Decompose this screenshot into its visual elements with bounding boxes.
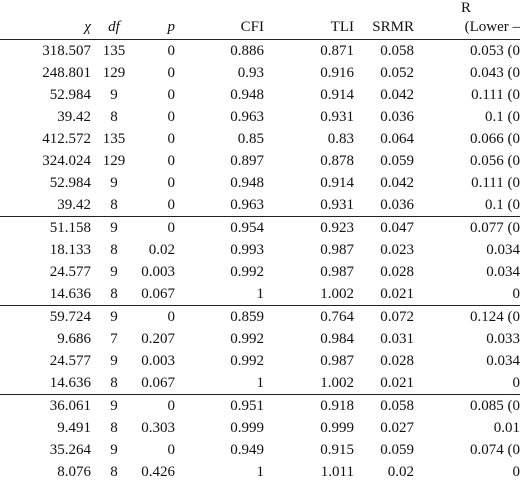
cell-p: 0.303 [137, 417, 175, 439]
table-row [0, 439, 520, 461]
cell-p: 0.207 [137, 328, 175, 350]
cell-tli: 1.002 [264, 372, 354, 395]
cell-tli: 0.923 [264, 217, 354, 240]
table-row [0, 283, 520, 306]
cell-srmr: 0.021 [354, 283, 414, 306]
table-row [0, 84, 520, 106]
cell-df: 135 [91, 40, 137, 63]
cell-tli: 0.987 [264, 261, 354, 283]
cell-tli: 0.764 [264, 306, 354, 329]
cell-df: 129 [91, 150, 137, 172]
cell-chi: 52.984 [0, 172, 91, 194]
cell-tli: 0.916 [264, 62, 354, 84]
cell-tli: 0.931 [264, 194, 354, 217]
cell-tli: 0.987 [264, 239, 354, 261]
cell-tli: 0.915 [264, 439, 354, 461]
cell-cfi: 0.85 [175, 128, 264, 150]
cell-tli: 0.931 [264, 106, 354, 128]
cell-srmr: 0.058 [354, 40, 414, 63]
cell-srmr: 0.059 [354, 439, 414, 461]
cell-rmsea-ci: 0.034 [414, 261, 520, 283]
cell-rmsea-ci: 0.066 (0 [414, 128, 520, 150]
cell-rmsea-ci: 0.111 (0 [414, 84, 520, 106]
cell-df: 9 [91, 395, 137, 418]
cell-srmr: 0.031 [354, 328, 414, 350]
cell-cfi: 0.886 [175, 40, 264, 63]
table-row [0, 40, 520, 63]
table-row [0, 350, 520, 372]
cell-rmsea-ci: 0.056 (0 [414, 150, 520, 172]
cell-cfi: 0.963 [175, 106, 264, 128]
cell-srmr: 0.042 [354, 84, 414, 106]
cell-srmr: 0.058 [354, 395, 414, 418]
fit-statistics-table [0, 15, 520, 483]
cell-df: 9 [91, 84, 137, 106]
cell-chi: 35.264 [0, 439, 91, 461]
cell-cfi: 0.993 [175, 239, 264, 261]
cell-chi: 324.024 [0, 150, 91, 172]
cell-tli: 1.011 [264, 461, 354, 483]
col-header-srmr: SRMR [354, 15, 414, 40]
cell-chi: 412.572 [0, 128, 91, 150]
col-header-rmsea-ci: (Lower – [414, 15, 520, 40]
cell-srmr: 0.042 [354, 172, 414, 194]
col-header-df: df [91, 15, 137, 40]
cell-cfi: 0.949 [175, 439, 264, 461]
cell-p: 0 [137, 172, 175, 194]
table-row [0, 62, 520, 84]
table-row [0, 194, 520, 217]
table-row [0, 372, 520, 395]
table-row [0, 128, 520, 150]
cell-rmsea-ci: 0.085 (0 [414, 395, 520, 418]
table-row [0, 217, 520, 240]
cell-p: 0 [137, 194, 175, 217]
cell-tli: 0.914 [264, 172, 354, 194]
cell-rmsea-ci: 0.077 (0 [414, 217, 520, 240]
cell-rmsea-ci: 0.074 (0 [414, 439, 520, 461]
cell-cfi: 0.992 [175, 261, 264, 283]
cell-df: 7 [91, 328, 137, 350]
cell-srmr: 0.036 [354, 194, 414, 217]
cell-df: 8 [91, 283, 137, 306]
cell-srmr: 0.036 [354, 106, 414, 128]
cell-chi: 51.158 [0, 217, 91, 240]
cell-tli: 1.002 [264, 283, 354, 306]
cell-p: 0.02 [137, 239, 175, 261]
cell-p: 0 [137, 40, 175, 63]
cell-tli: 0.918 [264, 395, 354, 418]
table-row [0, 328, 520, 350]
cell-p: 0 [137, 306, 175, 329]
cell-df: 9 [91, 350, 137, 372]
cell-cfi: 0.948 [175, 84, 264, 106]
cell-cfi: 0.954 [175, 217, 264, 240]
table-row [0, 106, 520, 128]
cell-p: 0 [137, 128, 175, 150]
col-header-tli: TLI [264, 15, 354, 40]
cell-chi: 248.801 [0, 62, 91, 84]
cell-df: 135 [91, 128, 137, 150]
col-header-p: p [137, 15, 175, 40]
cell-srmr: 0.023 [354, 239, 414, 261]
table-body [0, 40, 520, 483]
cell-tli: 0.984 [264, 328, 354, 350]
cell-tli: 0.999 [264, 417, 354, 439]
cell-rmsea-ci: 0.034 [414, 350, 520, 372]
cell-srmr: 0.02 [354, 461, 414, 483]
cell-chi: 14.636 [0, 283, 91, 306]
cell-df: 8 [91, 106, 137, 128]
cell-p: 0 [137, 395, 175, 418]
cell-srmr: 0.064 [354, 128, 414, 150]
cell-tli: 0.878 [264, 150, 354, 172]
cell-p: 0.003 [137, 350, 175, 372]
col-header-cfi: CFI [175, 15, 264, 40]
cell-df: 129 [91, 62, 137, 84]
cell-chi: 18.133 [0, 239, 91, 261]
cell-cfi: 0.999 [175, 417, 264, 439]
cell-df: 8 [91, 194, 137, 217]
cell-chi: 14.636 [0, 372, 91, 395]
cell-cfi: 0.897 [175, 150, 264, 172]
cell-p: 0.003 [137, 261, 175, 283]
table-row [0, 306, 520, 329]
cell-df: 9 [91, 306, 137, 329]
cell-srmr: 0.028 [354, 350, 414, 372]
cell-df: 9 [91, 439, 137, 461]
cell-df: 8 [91, 461, 137, 483]
cell-rmsea-ci: 0 [414, 461, 520, 483]
cell-p: 0 [137, 150, 175, 172]
cell-chi: 9.491 [0, 417, 91, 439]
table-row [0, 395, 520, 418]
cell-rmsea-ci: 0 [414, 372, 520, 395]
cell-p: 0 [137, 106, 175, 128]
table-row [0, 261, 520, 283]
cell-srmr: 0.021 [354, 372, 414, 395]
cell-rmsea-ci: 0.033 [414, 328, 520, 350]
cell-p: 0.067 [137, 372, 175, 395]
cell-chi: 24.577 [0, 350, 91, 372]
cell-rmsea-ci: 0.1 (0 [414, 194, 520, 217]
cell-rmsea-ci: 0.053 (0 [414, 40, 520, 63]
cell-cfi: 0.93 [175, 62, 264, 84]
table-row [0, 239, 520, 261]
cell-srmr: 0.047 [354, 217, 414, 240]
cell-rmsea-ci: 0.111 (0 [414, 172, 520, 194]
cell-p: 0.426 [137, 461, 175, 483]
cell-p: 0 [137, 62, 175, 84]
cell-chi: 8.076 [0, 461, 91, 483]
table-row [0, 172, 520, 194]
table-row [0, 461, 520, 483]
cell-srmr: 0.027 [354, 417, 414, 439]
cell-chi: 59.724 [0, 306, 91, 329]
cell-cfi: 0.859 [175, 306, 264, 329]
cell-chi: 39.42 [0, 194, 91, 217]
cell-chi: 39.42 [0, 106, 91, 128]
cell-df: 8 [91, 372, 137, 395]
cell-chi: 36.061 [0, 395, 91, 418]
cell-srmr: 0.059 [354, 150, 414, 172]
cell-tli: 0.987 [264, 350, 354, 372]
cell-df: 9 [91, 217, 137, 240]
col-header-chi: χ [0, 15, 91, 40]
cell-cfi: 0.992 [175, 328, 264, 350]
rmsea-header-fragment: R [461, 0, 471, 16]
cell-cfi: 0.948 [175, 172, 264, 194]
cell-cfi: 0.963 [175, 194, 264, 217]
cell-chi: 318.507 [0, 40, 91, 63]
cell-cfi: 1 [175, 461, 264, 483]
cell-p: 0 [137, 84, 175, 106]
cell-cfi: 0.992 [175, 350, 264, 372]
table-row [0, 417, 520, 439]
cell-rmsea-ci: 0.124 (0 [414, 306, 520, 329]
cell-p: 0.067 [137, 283, 175, 306]
cell-rmsea-ci: 0.1 (0 [414, 106, 520, 128]
cell-df: 9 [91, 172, 137, 194]
cell-tli: 0.914 [264, 84, 354, 106]
cell-cfi: 1 [175, 283, 264, 306]
cell-p: 0 [137, 439, 175, 461]
cell-tli: 0.871 [264, 40, 354, 63]
cell-rmsea-ci: 0 [414, 283, 520, 306]
cell-rmsea-ci: 0.043 (0 [414, 62, 520, 84]
cell-srmr: 0.072 [354, 306, 414, 329]
table-header-row [0, 15, 520, 40]
cell-srmr: 0.028 [354, 261, 414, 283]
table-row [0, 150, 520, 172]
cell-cfi: 1 [175, 372, 264, 395]
cell-df: 9 [91, 261, 137, 283]
cell-cfi: 0.951 [175, 395, 264, 418]
cell-df: 8 [91, 239, 137, 261]
cell-rmsea-ci: 0.01 [414, 417, 520, 439]
cell-p: 0 [137, 217, 175, 240]
cell-chi: 9.686 [0, 328, 91, 350]
cell-chi: 24.577 [0, 261, 91, 283]
cell-rmsea-ci: 0.034 [414, 239, 520, 261]
cell-tli: 0.83 [264, 128, 354, 150]
cell-chi: 52.984 [0, 84, 91, 106]
cell-srmr: 0.052 [354, 62, 414, 84]
cell-df: 8 [91, 417, 137, 439]
